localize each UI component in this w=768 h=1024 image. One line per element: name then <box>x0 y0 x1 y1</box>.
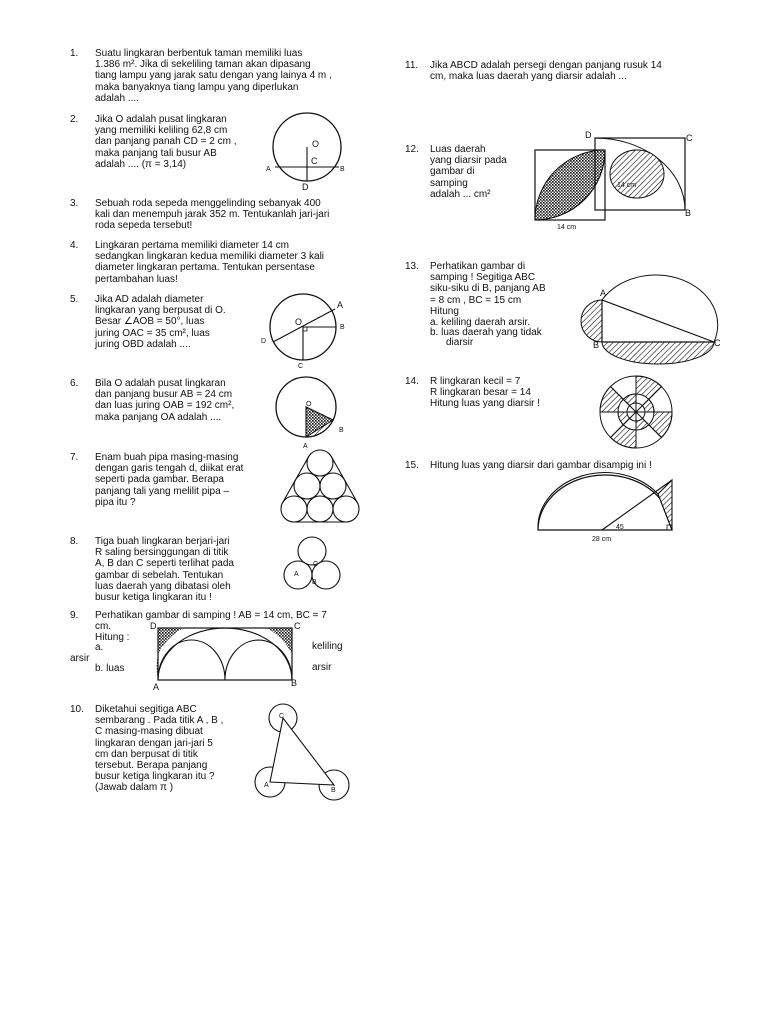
question-9-sub-a-tail: arsir <box>70 653 90 664</box>
label-B: B <box>291 678 298 688</box>
label-C: C <box>313 561 319 568</box>
question-number: 6. <box>70 378 79 389</box>
label-A: A <box>153 682 160 692</box>
figure-q8-three-circles <box>280 534 360 604</box>
label-B: B <box>340 166 345 173</box>
question-text: Jika ABCD adalah persegi dengan panjang rusuk 14 cm, maka luas daerah yang diarsir adalah ... <box>430 60 662 83</box>
question-number: 9. <box>70 610 79 621</box>
question-9-sub-b-right: arsir <box>312 662 332 673</box>
question-text: Perhatikan gambar di samping ! Segitiga ABC siku-siku di B, panjang AB = 8 cm , BC = 15 cm Hitung <box>430 261 546 317</box>
question-text: Hitung luas yang diarsir dari gambar disampig ini ! <box>430 460 652 471</box>
label-D: D <box>150 621 157 631</box>
label-O: O <box>295 317 303 327</box>
question-text: Tiga buah lingkaran berjari-jari R saling bersinggungan di titik A, B dan C seperti terlihat pada gambar di sebelah. Tentukan luas daerah yang dibatasi oleh busur ketiga lingkaran itu ! <box>95 536 234 604</box>
label-C: C <box>686 133 693 143</box>
question-text: Sebuah roda sepeda menggelinding sebanyak 400 kali dan menempuh jarak 352 m. Tentukanlah jari-jari roda sepeda tersebut! <box>95 198 330 232</box>
question-text: Diketahui segitiga ABC sembarang . Pada titik A , B , C masing-masing dibuat lingkaran dengan jari-jari 5 cm dan berpusat di titik tersebut. Berapa panjang busur ketiga lingkaran itu ? (Jawab dalam π ) <box>95 704 224 794</box>
label-B: B <box>340 324 345 331</box>
question-text: R lingkaran kecil = 7 R lingkaran besar = 14 Hitung luas yang diarsir ! <box>430 376 541 410</box>
label-inner-14cm: 14 cm <box>617 182 637 189</box>
label-B: B <box>312 579 317 586</box>
figure-q10-triangle-circles <box>250 702 360 802</box>
label-A: A <box>600 288 607 298</box>
label-O: O <box>306 401 312 408</box>
question-text: Luas daerah yang diarsir pada gambar di samping adalah ... cm² <box>430 144 507 200</box>
label-B: B <box>593 340 600 350</box>
label-C: C <box>279 713 285 720</box>
question-9-sub-b: b. luas <box>95 663 125 674</box>
question-number: 13. <box>405 261 419 272</box>
question-number: 8. <box>70 536 79 547</box>
figure-q15-semicircle <box>532 472 682 547</box>
question-13-sub-a: a. keliling daerah arsir. <box>430 317 531 328</box>
figure-q6-circle <box>270 372 360 452</box>
label-O: O <box>312 139 320 149</box>
question-text: Jika AD adalah diameter lingkaran yang berpusat di O. Besar ∠AOB = 50°, luas juring OAC = 35 cm², luas juring OBD adalah .... <box>95 294 226 350</box>
figure-q13-triangle <box>590 286 720 366</box>
figure-q14-concentric <box>596 372 676 452</box>
question-number: 14. <box>405 376 419 387</box>
question-text: Enam buah pipa masing-masing dengan garis tengah d, diikat erat seperti pada gambar. Berapa panjang tali yang melilit pipa – pipa itu ? <box>95 452 244 508</box>
label-bottom-14cm: 14 cm <box>557 224 577 231</box>
label-B: B <box>685 208 692 218</box>
label-D: D <box>585 130 592 140</box>
question-number: 2. <box>70 114 79 125</box>
label-bottom-28cm: 28 cm <box>592 536 612 543</box>
label-D: D <box>261 338 267 345</box>
question-number: 1. <box>70 48 79 59</box>
question-text: Bila O adalah pusat lingkaran dan panjang busur AB = 24 cm dan luas juring OAB = 192 cm², maka panjang OA adalah .... <box>95 378 235 423</box>
label-A: A <box>266 166 271 173</box>
question-number: 10. <box>70 704 84 715</box>
figure-q7-pipes <box>270 448 370 528</box>
figure-q12-squares <box>525 130 700 235</box>
label-C: C <box>294 621 301 631</box>
question-number: 5. <box>70 294 79 305</box>
question-9-sub-a: a. <box>95 642 104 653</box>
question-9-sub-a-right: keliling <box>312 641 343 652</box>
label-C: C <box>714 338 721 348</box>
question-text: Perhatikan gambar di samping ! AB = 14 cm, BC = 7 cm. Hitung : <box>95 610 327 644</box>
label-B: B <box>331 787 336 794</box>
label-A: A <box>337 300 344 310</box>
question-number: 15. <box>405 460 419 471</box>
label-D: D <box>302 182 309 192</box>
question-13-sub-b2: diarsir <box>446 337 474 348</box>
figure-q2-circle <box>262 110 352 190</box>
label-angle-45: 45 <box>616 524 624 531</box>
question-number: 7. <box>70 452 79 463</box>
question-number: 12. <box>405 144 419 155</box>
question-number: 3. <box>70 198 79 209</box>
figure-q9-rectangle-semicircles <box>150 620 310 692</box>
question-number: 4. <box>70 240 79 251</box>
label-A: A <box>303 443 308 450</box>
question-text: Jika O adalah pusat lingkaran yang memiliki keliling 62,8 cm dan panjang panah CD = 2 cm , maka panjang tali busur AB adalah .... (π = 3,14) <box>95 114 237 170</box>
label-C: C <box>298 363 304 370</box>
label-B: B <box>339 427 344 434</box>
label-A: A <box>294 571 299 578</box>
question-13-sub-b: b. luas daerah yang tidak <box>430 327 542 338</box>
label-A: A <box>264 782 269 789</box>
figure-q5-circle <box>258 292 358 368</box>
label-C: C <box>311 156 318 166</box>
question-text: Suatu lingkaran berbentuk taman memiliki luas 1.386 m². Jika di sekeliling taman akan dipasang tiang lampu yang jarak satu dengan yang lainya 4 m , maka banyaknya tiang lampu yang diperlukan adalah .... <box>95 48 332 104</box>
question-number: 11. <box>405 60 419 71</box>
question-text: Lingkaran pertama memiliki diameter 14 cm sedangkan lingkaran kedua memiliki diameter 3 kali diameter lingkaran pertama. Tentukan persentase pertambahan luas! <box>95 240 325 285</box>
